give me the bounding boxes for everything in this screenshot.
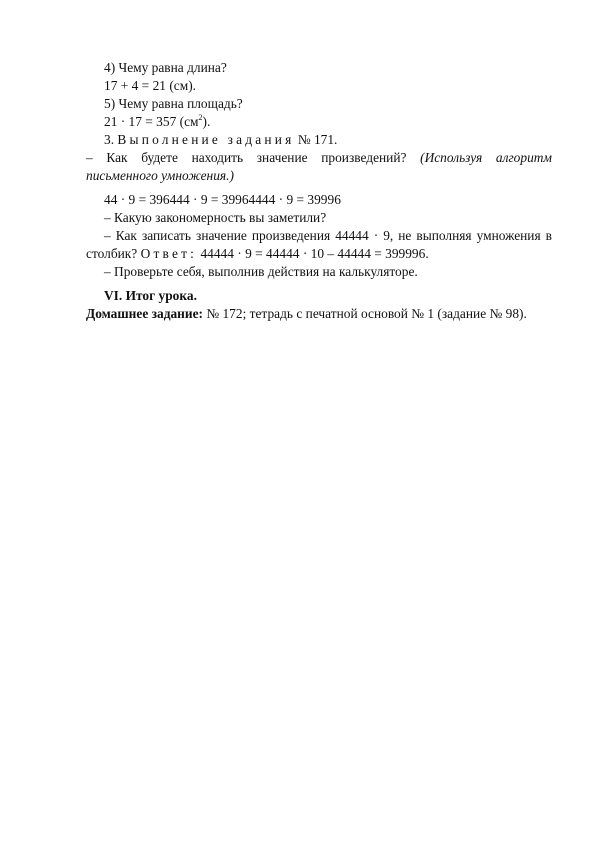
question-write-value-cont: [86, 246, 429, 261]
question-how-compute-text: – Как будете находить значение произведений?: [86, 150, 421, 165]
question-5: 5) Чему равна площадь?: [104, 96, 243, 111]
task-exercise-number: № 171.: [294, 132, 338, 147]
task-label: Выполнение задания: [117, 132, 295, 147]
question-4: 4) Чему равна длина?: [104, 60, 227, 75]
column-word: столбик?: [86, 246, 141, 261]
question-write-value: – Как записать значение произведения 44444 · 9, не выполняя умножения в: [104, 228, 552, 243]
homework-label: Домашнее задание:: [86, 306, 204, 321]
answer-label: Ответ:: [140, 246, 198, 261]
equations-line: 44 · 9 = 396444 · 9 = 39964444 · 9 = 39996: [104, 192, 341, 207]
homework-text: № 172; тетрадь с печатной основой № 1 (задание № 98).: [203, 306, 527, 321]
question-4-answer: 17 + 4 = 21 (см).: [104, 78, 197, 93]
homework-line: [86, 306, 527, 321]
question-5-answer: [104, 114, 210, 129]
task-number: 3.: [104, 132, 118, 147]
question-how-compute-hint: (Используя алгоритм: [420, 150, 552, 165]
question-5-answer-end: ).: [202, 114, 211, 129]
question-how-compute-hint-cont: письменного умножения.): [86, 168, 234, 183]
superscript-2: 2: [198, 112, 203, 122]
question-pattern: – Какую закономерность вы заметили?: [104, 210, 327, 225]
check-calculator: – Проверьте себя, выполнив действия на калькуляторе.: [104, 264, 418, 279]
section-title: VI. Итог урока.: [104, 288, 197, 303]
question-how-compute: [86, 150, 552, 165]
answer-equation: 44444 · 9 = 44444 · 10 – 44444 = 399996.: [197, 246, 429, 261]
question-5-answer-main: 21 · 17 = 357 (см: [104, 114, 199, 129]
task-heading: [104, 132, 337, 147]
